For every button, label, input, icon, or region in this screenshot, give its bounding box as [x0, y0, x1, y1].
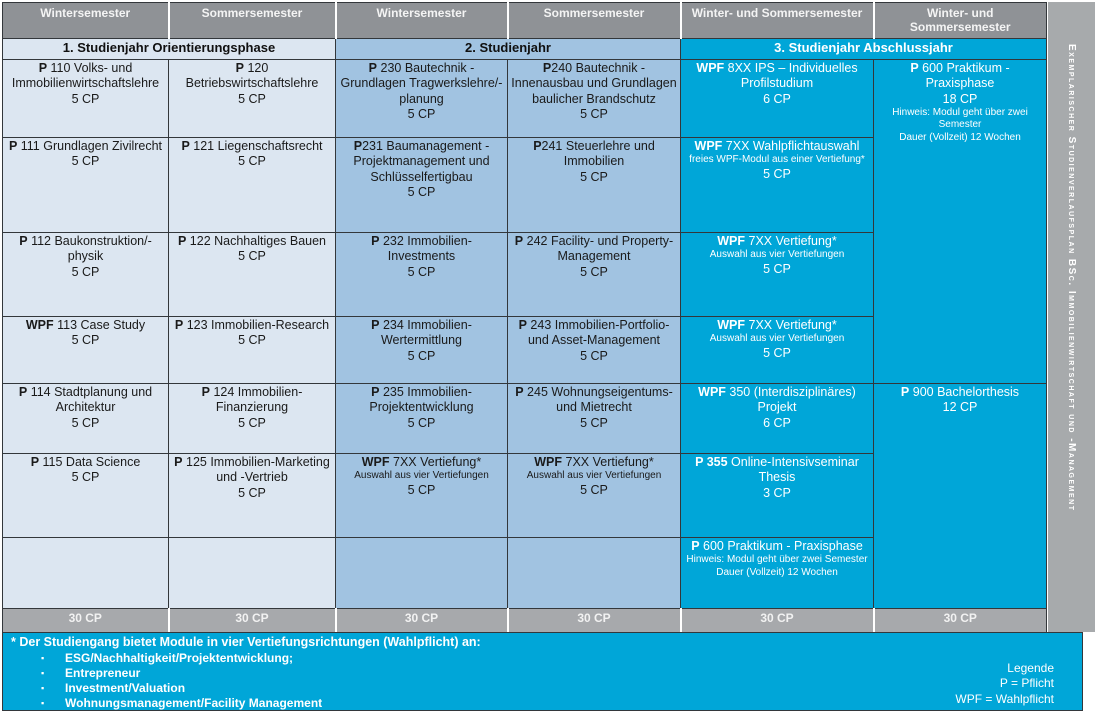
- square-bullet-icon: ▪: [41, 682, 45, 693]
- module-wpf350: WPF 350 (Interdisziplinäres) Projekt 6 CP: [681, 384, 874, 454]
- module-p234: P 234 Immobilien-Wertermittlung 5 CP: [336, 317, 508, 384]
- credit-total-col6: 30 CP: [874, 609, 1047, 633]
- credit-total-col3: 30 CP: [336, 609, 508, 633]
- module-wpf7xx-vertiefung-2: WPF 7XX Vertiefung* Auswahl aus vier Vertiefungen 5 CP: [681, 317, 874, 384]
- module-p112: P 112 Baukonstruktion/-physik 5 CP: [3, 233, 169, 317]
- credit-total-row: [3, 609, 1047, 633]
- legend-block: [955, 661, 1054, 707]
- semester-header-row: [3, 3, 1047, 39]
- header-winter-sommer-2: Winter- und Sommersemester: [874, 3, 1047, 39]
- footnote-item: ▪ Investment/Valuation: [41, 680, 186, 695]
- study-plan-table: [2, 2, 1047, 633]
- footnote-item: ▪ Entrepreneur: [41, 665, 141, 680]
- square-bullet-icon: ▪: [41, 697, 45, 708]
- module-wpf113: WPF 113 Case Study 5 CP: [3, 317, 169, 384]
- side-title-strip: [1048, 2, 1095, 632]
- header-sommersemester-2: Sommersemester: [508, 3, 681, 39]
- empty-cell: [169, 538, 336, 609]
- module-p245: P 245 Wohnungseigentums- und Mietrecht 5 CP: [508, 384, 681, 454]
- module-p235: P 235 Immobilien-Projektentwicklung 5 CP: [336, 384, 508, 454]
- module-p230: P 230 Bautechnik - Grundlagen Tragwerkslehre/-planung 5 CP: [336, 60, 508, 138]
- legend-wpf: WPF = Wahlpflicht: [955, 691, 1054, 706]
- module-wpf7xx-vertiefung-3: WPF 7XX Vertiefung* Auswahl aus vier Vertiefungen 5 CP: [336, 454, 508, 538]
- square-bullet-icon: ▪: [41, 652, 45, 663]
- side-title-text: Exemplarischer Studienverlaufsplan BSc. Immobilienwirtschaft und -Management: [1066, 44, 1077, 512]
- credit-total-col5: 30 CP: [681, 609, 874, 633]
- module-p120: P 120 Betriebswirtschaftslehre 5 CP: [169, 60, 336, 138]
- module-p123: P 123 Immobilien-Research 5 CP: [169, 317, 336, 384]
- year-band-row: [3, 39, 1047, 60]
- band-year2: 2. Studienjahr: [336, 39, 681, 60]
- module-p240: P240 Bautechnik - Innenausbau und Grundlagen baulicher Brandschutz 5 CP: [508, 60, 681, 138]
- module-p124: P 124 Immobilien-Finanzierung 5 CP: [169, 384, 336, 454]
- credit-total-col4: 30 CP: [508, 609, 681, 633]
- module-p232: P 232 Immobilien-Investments 5 CP: [336, 233, 508, 317]
- footnote-intro: * Der Studiengang bietet Module in vier Vertiefungsrichtungen (Wahlpflicht) an:: [11, 635, 481, 649]
- footnote-item: ▪ Wohnungsmanagement/Facility Management: [41, 695, 323, 710]
- empty-cell: [336, 538, 508, 609]
- module-p600-praktikum-short: P 600 Praktikum - Praxisphase Hinweis: Modul geht über zwei Semester Dauer (Vollzeit) 12 Wochen: [681, 538, 874, 609]
- module-wpf7xx-wahlpflichtauswahl: WPF 7XX Wahlpflichtauswahl freies WPF-Modul aus einer Vertiefung* 5 CP: [681, 138, 874, 233]
- module-wpf7xx-vertiefung-4: WPF 7XX Vertiefung* Auswahl aus vier Vertiefungen 5 CP: [508, 454, 681, 538]
- empty-cell: [3, 538, 169, 609]
- module-p125: P 125 Immobilien-Marketing und -Vertrieb 5 CP: [169, 454, 336, 538]
- empty-cell: [508, 538, 681, 609]
- module-p121: P 121 Liegenschaftsrecht 5 CP: [169, 138, 336, 233]
- footnote-panel: [2, 632, 1083, 711]
- module-p242: P 242 Facility- und Property-Management 5 CP: [508, 233, 681, 317]
- legend-p: P = Pflicht: [999, 676, 1054, 691]
- header-wintersemester-1: Wintersemester: [3, 3, 169, 39]
- legend-title: Legende: [1007, 660, 1054, 675]
- module-p355: P 355 Online-Intensivseminar Thesis 3 CP: [681, 454, 874, 538]
- module-wpf8xx: WPF 8XX IPS – Individuelles Profilstudium 6 CP: [681, 60, 874, 138]
- module-row-1: [3, 60, 1047, 138]
- module-p241: P241 Steuerlehre und Immobilien 5 CP: [508, 138, 681, 233]
- module-wpf7xx-vertiefung-1: WPF 7XX Vertiefung* Auswahl aus vier Vertiefungen 5 CP: [681, 233, 874, 317]
- module-p115: P 115 Data Science 5 CP: [3, 454, 169, 538]
- square-bullet-icon: ▪: [41, 667, 45, 678]
- header-wintersemester-2: Wintersemester: [336, 3, 508, 39]
- module-p900-bachelorthesis: P 900 Bachelorthesis 12 CP: [874, 384, 1047, 609]
- module-p600-praktikum: P 600 Praktikum - Praxisphase 18 CP Hinweis: Modul geht über zwei Semester Dauer (Vollzeit) 12 Wochen: [874, 60, 1047, 384]
- module-p114: P 114 Stadtplanung und Architektur 5 CP: [3, 384, 169, 454]
- module-p122: P 122 Nachhaltiges Bauen 5 CP: [169, 233, 336, 317]
- module-p231: P231 Baumanagement - Projektmanagement und Schlüsselfertigbau 5 CP: [336, 138, 508, 233]
- credit-total-col2: 30 CP: [169, 609, 336, 633]
- module-p243: P 243 Immobilien-Portfolio- und Asset-Management 5 CP: [508, 317, 681, 384]
- credit-total-col1: 30 CP: [3, 609, 169, 633]
- module-row-5: [3, 384, 1047, 454]
- header-sommersemester-1: Sommersemester: [169, 3, 336, 39]
- header-winter-sommer-1: Winter- und Sommersemester: [681, 3, 874, 39]
- module-p110: P 110 Volks- und Immobilienwirtschaftslehre 5 CP: [3, 60, 169, 138]
- module-p111: P 111 Grundlagen Zivilrecht 5 CP: [3, 138, 169, 233]
- band-year1: 1. Studienjahr Orientierungsphase: [3, 39, 336, 60]
- band-year3: 3. Studienjahr Abschlussjahr: [681, 39, 1047, 60]
- footnote-item: ▪ ESG/Nachhaltigkeit/Projektentwicklung;: [41, 650, 294, 665]
